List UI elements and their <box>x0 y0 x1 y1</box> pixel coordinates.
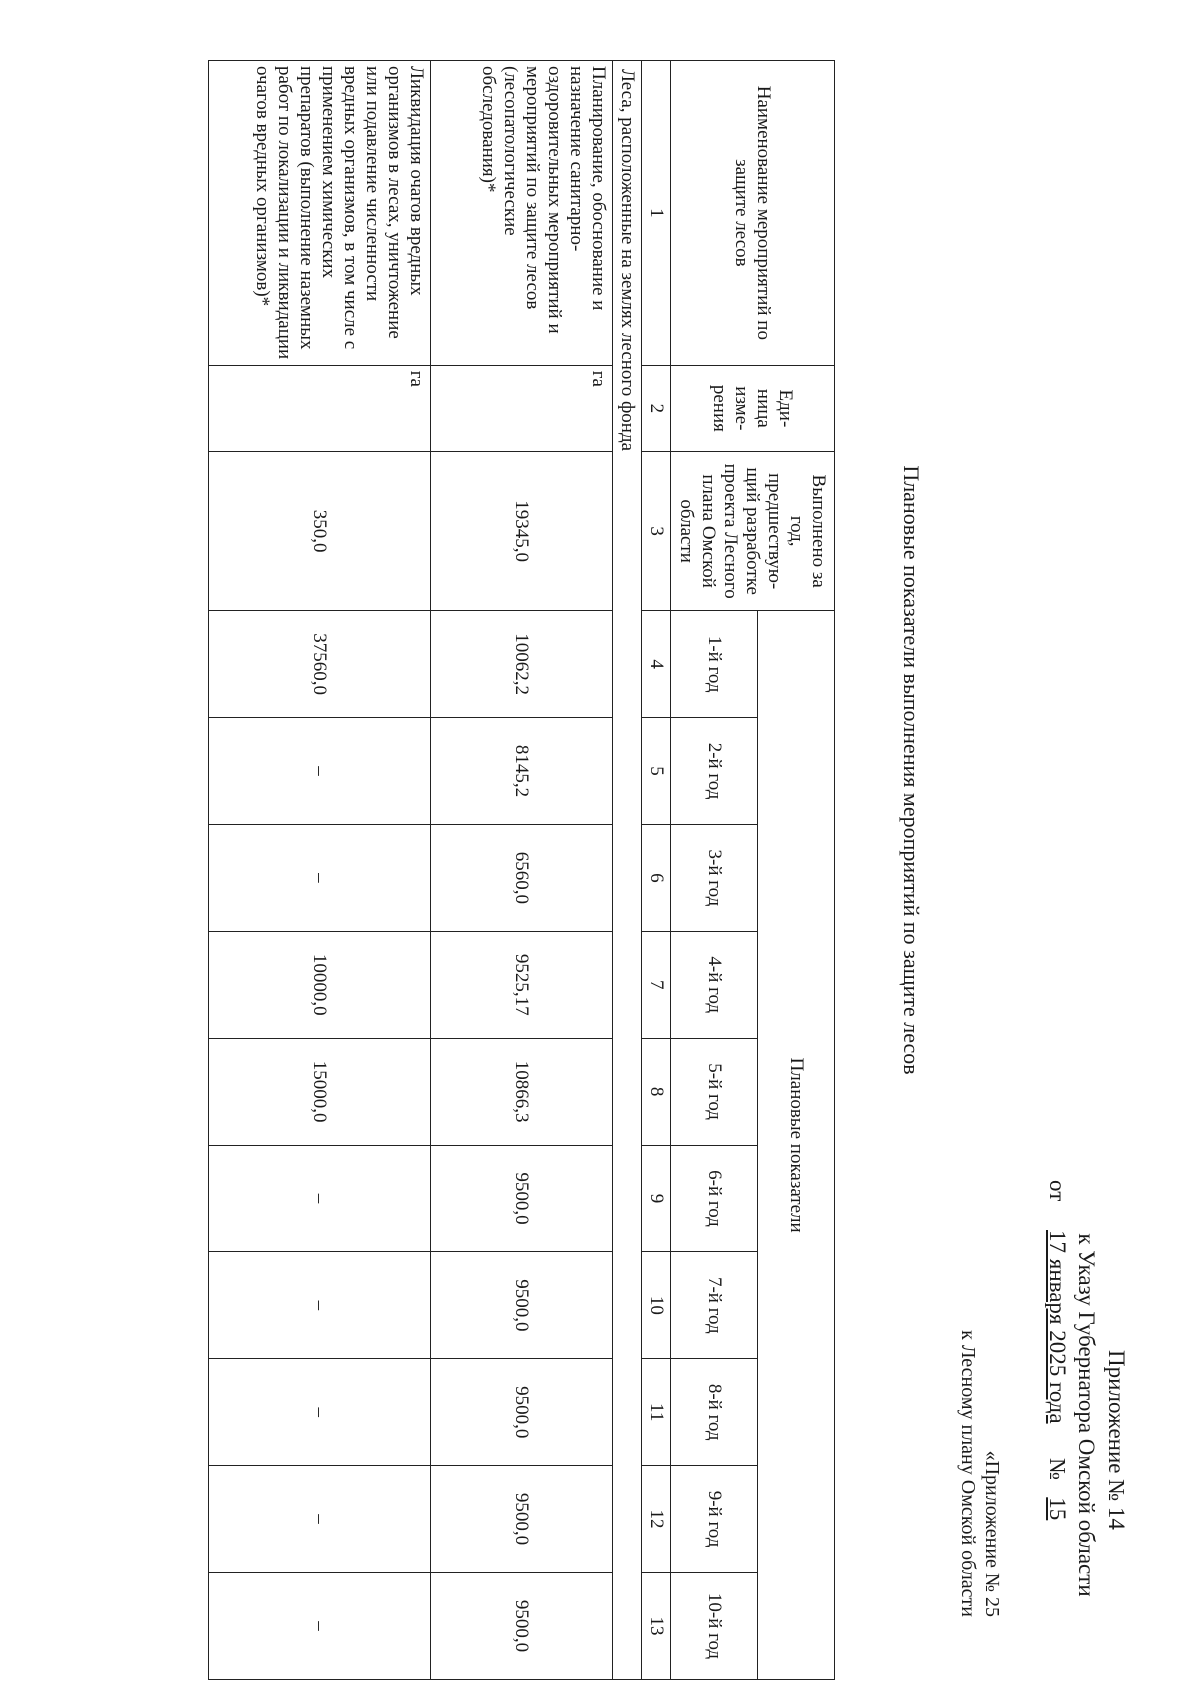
column-number: 13 <box>642 1572 671 1679</box>
column-number: 10 <box>642 1252 671 1359</box>
col-header-year: 6-й год <box>671 1145 758 1252</box>
plan-table <box>208 60 835 1680</box>
column-number: 5 <box>642 718 671 825</box>
col-header-unit: Еди-ница изме-рения <box>671 365 835 451</box>
col-header-year: 1-й год <box>671 611 758 718</box>
value-cell: – <box>209 1252 431 1359</box>
value-cell: – <box>209 1145 431 1252</box>
value-cell: 10000,0 <box>209 931 431 1038</box>
decree-reference: к Указу Губернатора Омской области <box>1074 1233 1099 1597</box>
sub-appendix: «Приложение № 25 <box>981 1450 1003 1617</box>
done-cell: 19345,0 <box>431 452 613 611</box>
col-header-year: 7-й год <box>671 1252 758 1359</box>
section-row <box>613 61 642 1680</box>
col-header-plan-group: Плановые показатели <box>758 611 835 1680</box>
value-cell: 9500,0 <box>431 1252 613 1359</box>
value-cell: 37560,0 <box>209 611 431 718</box>
col-header-year: 3-й год <box>671 824 758 931</box>
column-number: 11 <box>642 1359 671 1466</box>
value-cell: 10062,2 <box>431 611 613 718</box>
column-number: 8 <box>642 1038 671 1145</box>
value-cell: 9500,0 <box>431 1359 613 1466</box>
value-cell: 9500,0 <box>431 1145 613 1252</box>
number-prefix: № <box>1045 1458 1070 1481</box>
date-prefix: от <box>1045 1180 1070 1202</box>
value-cell: 10866,3 <box>431 1038 613 1145</box>
value-cell: 9525,17 <box>431 931 613 1038</box>
decree-number: 15 <box>1045 1497 1070 1521</box>
table-row <box>209 61 431 1680</box>
value-cell: – <box>209 1359 431 1466</box>
value-cell: 8145,2 <box>431 718 613 825</box>
value-cell: – <box>209 1466 431 1573</box>
column-number: 3 <box>642 452 671 611</box>
done-cell: 350,0 <box>209 452 431 611</box>
value-cell: 6560,0 <box>431 824 613 931</box>
unit-cell: га <box>209 365 431 451</box>
value-cell: – <box>209 824 431 931</box>
col-header-year: 2-й год <box>671 718 758 825</box>
col-header-done: Выполнено за год, предшествую-щий разработке проекта Лесного плана Омской области <box>671 452 835 611</box>
unit-cell: га <box>431 365 613 451</box>
header-row <box>758 61 835 1680</box>
col-header-year: 8-й год <box>671 1359 758 1466</box>
col-header-year: 9-й год <box>671 1466 758 1573</box>
table-row <box>431 61 613 1680</box>
column-number: 4 <box>642 611 671 718</box>
value-cell: – <box>209 718 431 825</box>
decree-date: 17 января 2025 года <box>1045 1230 1070 1424</box>
value-cell: 9500,0 <box>431 1572 613 1679</box>
column-number: 2 <box>642 365 671 451</box>
column-number: 9 <box>642 1145 671 1252</box>
value-cell: 15000,0 <box>209 1038 431 1145</box>
document-title: Плановые показатели выполнения мероприятий по защите лесов <box>899 465 924 1075</box>
value-cell: 9500,0 <box>431 1466 613 1573</box>
section-title: Леса, расположенные на землях лесного фонда <box>613 61 642 1680</box>
decree-date-line <box>1043 1180 1071 1650</box>
col-header-name: Наименование мероприятий по защите лесов <box>671 61 835 366</box>
value-cell: – <box>209 1572 431 1679</box>
col-header-year: 4-й год <box>671 931 758 1038</box>
sub-appendix-reference: к Лесному плану Омской области <box>957 1330 979 1617</box>
column-number: 12 <box>642 1466 671 1573</box>
column-number: 6 <box>642 824 671 931</box>
col-header-year: 5-й год <box>671 1038 758 1145</box>
col-header-year: 10-й год <box>671 1572 758 1679</box>
column-number-row <box>642 61 671 1680</box>
column-number: 7 <box>642 931 671 1038</box>
activity-name: Ликвидация очагов вредных организмов в лесах, уничтожение или подавление численности вредных организмов, в том числе с применением химических препаратов (выполнение наземных работ по локализации и ликвидации очагов вредных организмов)* <box>209 61 431 366</box>
appendix-number: Приложение № 14 <box>1104 1350 1129 1530</box>
column-number: 1 <box>642 61 671 366</box>
activity-name: Планирование, обоснование и назначение санитарно-оздоровительных мероприятий и мероприятий по защите лесов (лесопатологические обследования)* <box>431 61 613 366</box>
